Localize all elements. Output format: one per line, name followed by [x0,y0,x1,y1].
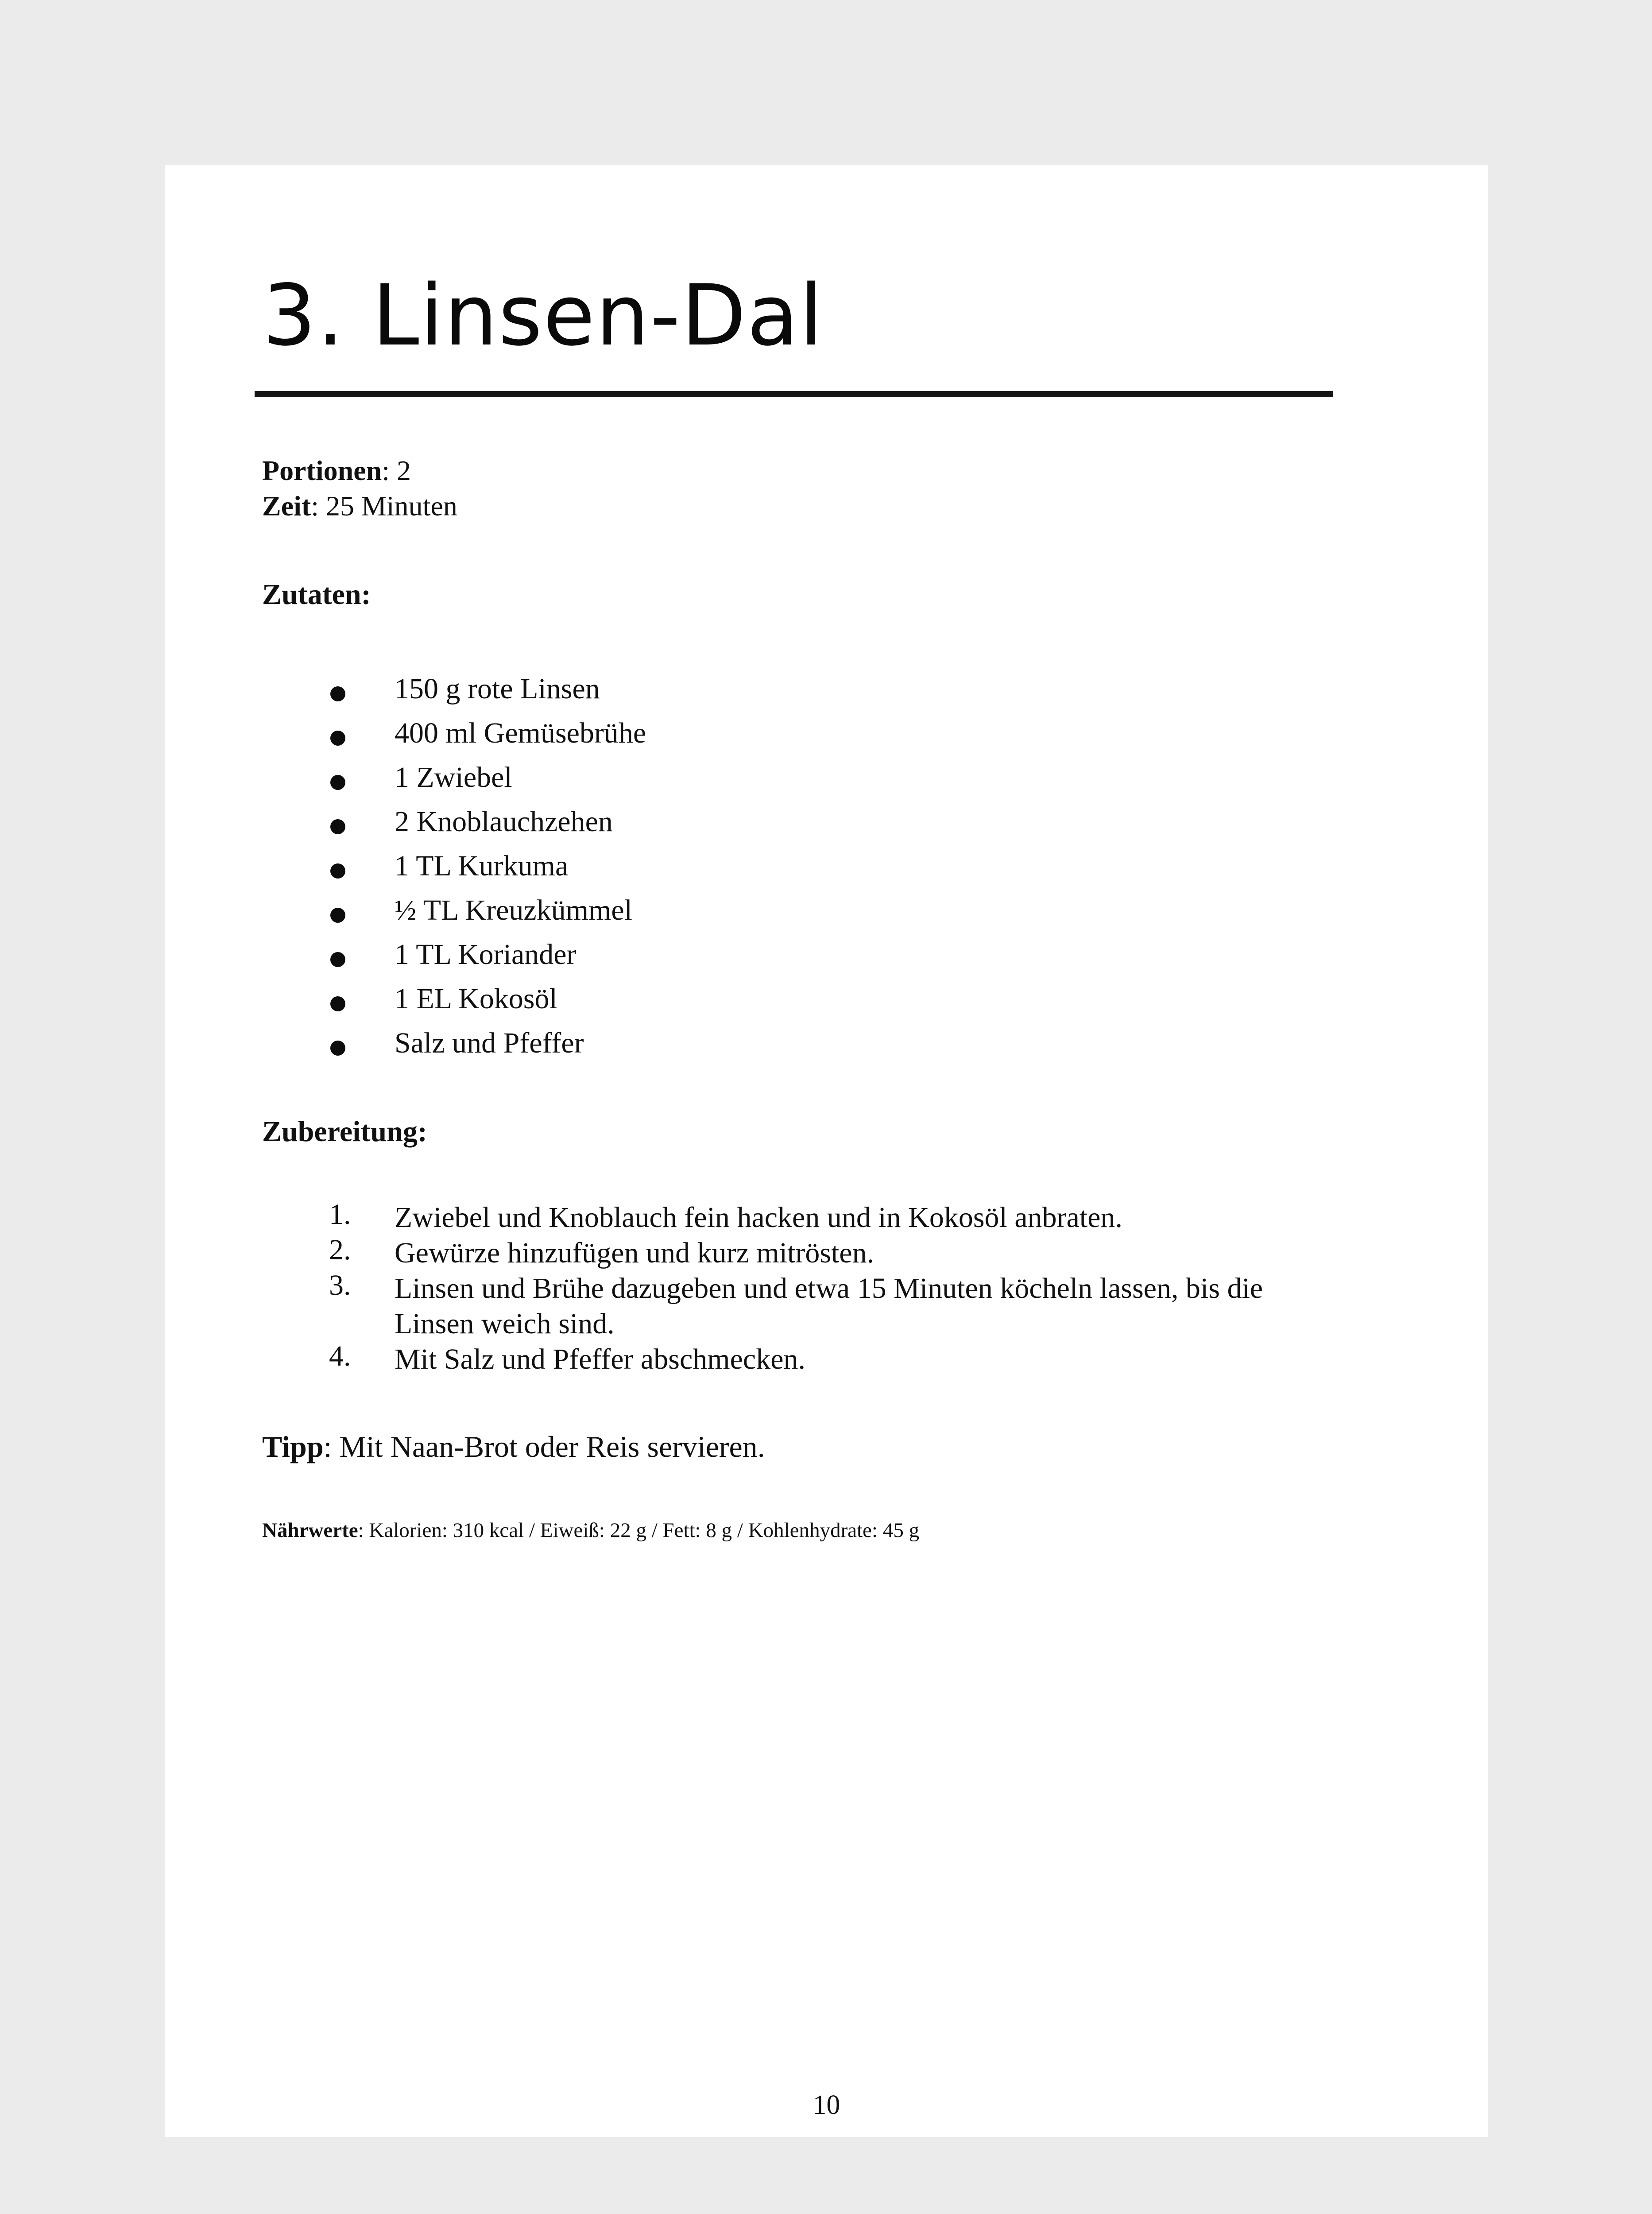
title-underline [255,391,1333,397]
ingredients-heading: Zutaten: [262,578,371,611]
nutrition-line [262,1520,919,1541]
list-item: 400 ml Gemüsebrühe [165,719,1051,763]
nutrition-text: : Kalorien: 310 kcal / Eiweiß: 22 g / Fett: 8 g / Kohlenhydrate: 45 g [358,1519,920,1542]
tip-label: Tipp [262,1430,324,1463]
bullet-icon [330,686,345,701]
step-text: Mit Salz und Pfeffer abschmecken. [395,1343,805,1375]
step-number: 3. [329,1269,351,1301]
page-number: 10 [812,2090,840,2120]
portions-value: : 2 [382,455,411,486]
portions-line [262,457,411,485]
step-text: Gewürze hinzufügen und kurz mitrösten. [395,1237,874,1269]
time-label: Zeit [262,490,311,522]
bullet-icon [330,1041,345,1056]
bullet-icon [330,775,345,790]
list-item: Salz und Pfeffer [165,1029,1051,1073]
bullet-icon [330,731,345,746]
bullet-icon [330,819,345,834]
list-item: 2 Knoblauchzehen [165,807,1051,852]
time-line [262,492,457,520]
tip-text: : Mit Naan-Brot oder Reis servieren. [323,1430,765,1463]
bullet-icon [330,952,345,967]
nutrition-label: Nährwerte [262,1519,358,1542]
list-item: 150 g rote Linsen [165,674,1051,719]
list-item: 1 TL Kurkuma [165,852,1051,896]
step-text: Zwiebel und Knoblauch fein hacken und in Kokosöl anbraten. [395,1201,1123,1234]
list-item: 1 TL Koriander [165,940,1051,984]
tip-line [262,1432,765,1462]
list-item: 1 EL Kokosöl [165,984,1051,1029]
list-item: 1 Zwiebel [165,763,1051,807]
time-value: : 25 Minuten [311,490,457,522]
bullet-icon [330,863,345,879]
portions-label: Portionen [262,455,382,486]
bullet-icon [330,908,345,923]
preparation-heading: Zubereitung: [262,1115,427,1148]
step-text: Linsen und Brühe dazugeben und etwa 15 Minuten köcheln lassen, bis die Linsen weich sind. [395,1272,1263,1340]
step-number: 4. [329,1340,351,1372]
list-item: ½ TL Kreuzkümmel [165,896,1051,940]
step-number: 1. [329,1198,351,1231]
document-page [165,165,1488,2137]
step-number: 2. [329,1234,351,1266]
bullet-icon [330,996,345,1011]
recipe-title: 3. Linsen-Dal [263,267,824,364]
